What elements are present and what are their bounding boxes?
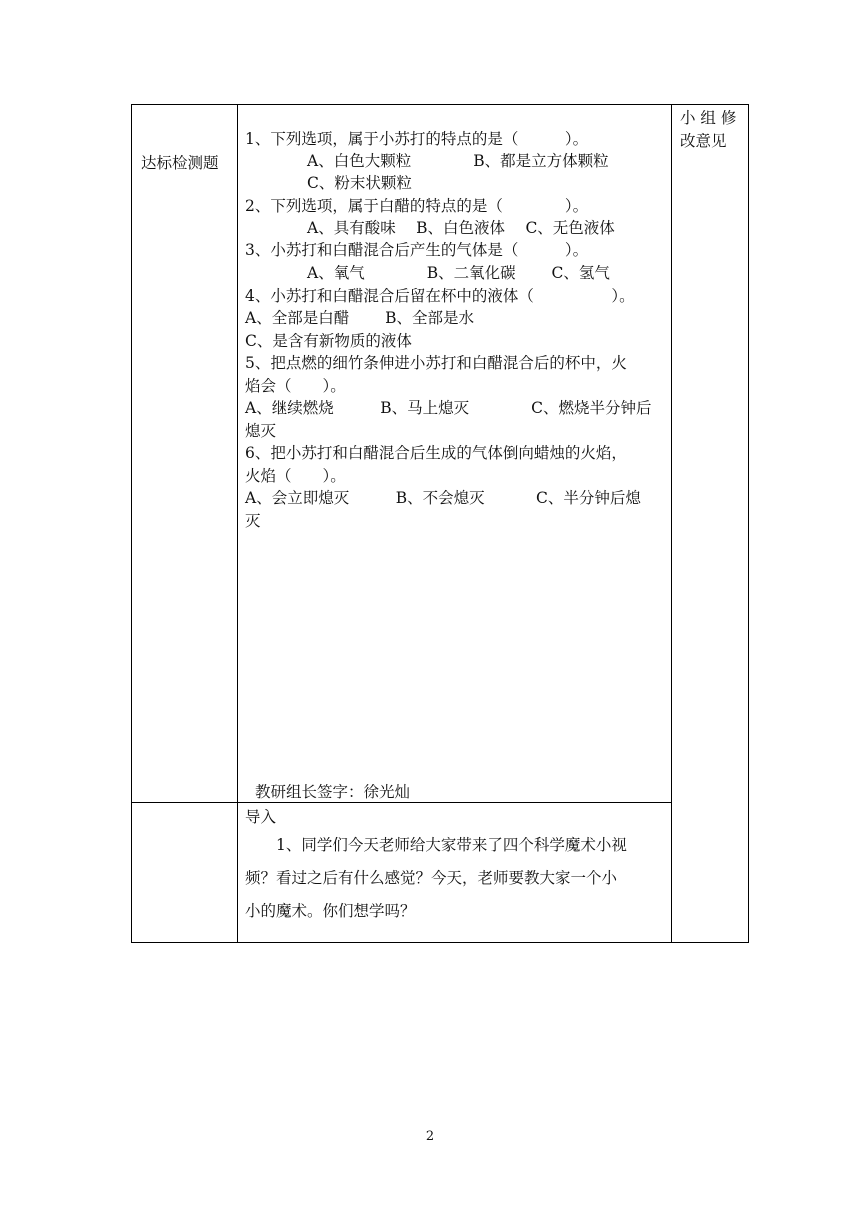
question-line: 1、下列选项，属于小苏打的特点的是（ ）。: [245, 130, 589, 148]
question-line: 2、下列选项，属于白醋的特点的是（ ）。: [245, 197, 589, 215]
question-line: 焰会（ ）。: [245, 377, 346, 395]
intro-paragraph-line: 频？看过之后有什么感觉？今天，老师要教大家一个小: [245, 869, 618, 887]
column-divider-1: [237, 104, 238, 943]
question-line: A、氧气 B、二氧化碳 C、氢气: [245, 264, 610, 282]
row-label-assessment: 达标检测题: [141, 154, 219, 172]
question-line: A、会立即熄灭 B、不会熄灭 C、半分钟后熄: [245, 489, 641, 507]
question-line: A、具有酸味 B、白色液体 C、无色液体: [245, 219, 615, 237]
intro-paragraph-line: 小的魔术。你们想学吗？: [245, 902, 416, 920]
table-left-border: [131, 104, 132, 943]
page-number: 2: [425, 1129, 435, 1144]
question-line: 5、把点燃的细竹条伸进小苏打和白醋混合后的杯中，火: [245, 354, 627, 372]
question-line: 3、小苏打和白醋混合后产生的气体是（ ）。: [245, 241, 589, 259]
intro-paragraph-line: 1、同学们今天老师给大家带来了四个科学魔术小视: [245, 836, 627, 854]
column-divider-2: [671, 104, 672, 943]
question-line: 6、把小苏打和白醋混合后生成的气体倒向蜡烛的火焰，: [245, 444, 627, 462]
question-line: C、是含有新物质的液体: [245, 332, 412, 350]
side-header-line-2: 改意见: [680, 132, 727, 150]
question-line: 熄灭: [245, 422, 277, 440]
table-top-border: [131, 104, 749, 105]
department-head-signature: 教研组长签字：徐光灿: [255, 783, 411, 801]
question-line: A、全部是白醋 B、全部是水: [245, 309, 475, 327]
question-line: 灭: [245, 512, 261, 530]
question-line: A、白色大颗粒 B、都是立方体颗粒: [245, 152, 609, 170]
intro-heading: 导入: [245, 808, 277, 826]
table-right-border: [748, 104, 749, 943]
row-divider: [131, 802, 672, 803]
question-line: 4、小苏打和白醋混合后留在杯中的液体（ ）。: [245, 287, 635, 305]
side-header-line-1: 小 组 修: [680, 109, 737, 127]
table-bottom-border: [131, 942, 749, 943]
question-line: C、粉末状颗粒: [245, 174, 412, 192]
question-line: A、继续燃烧 B、马上熄灭 C、燃烧半分钟后: [245, 399, 652, 417]
question-line: 火焰（ ）。: [245, 467, 346, 485]
